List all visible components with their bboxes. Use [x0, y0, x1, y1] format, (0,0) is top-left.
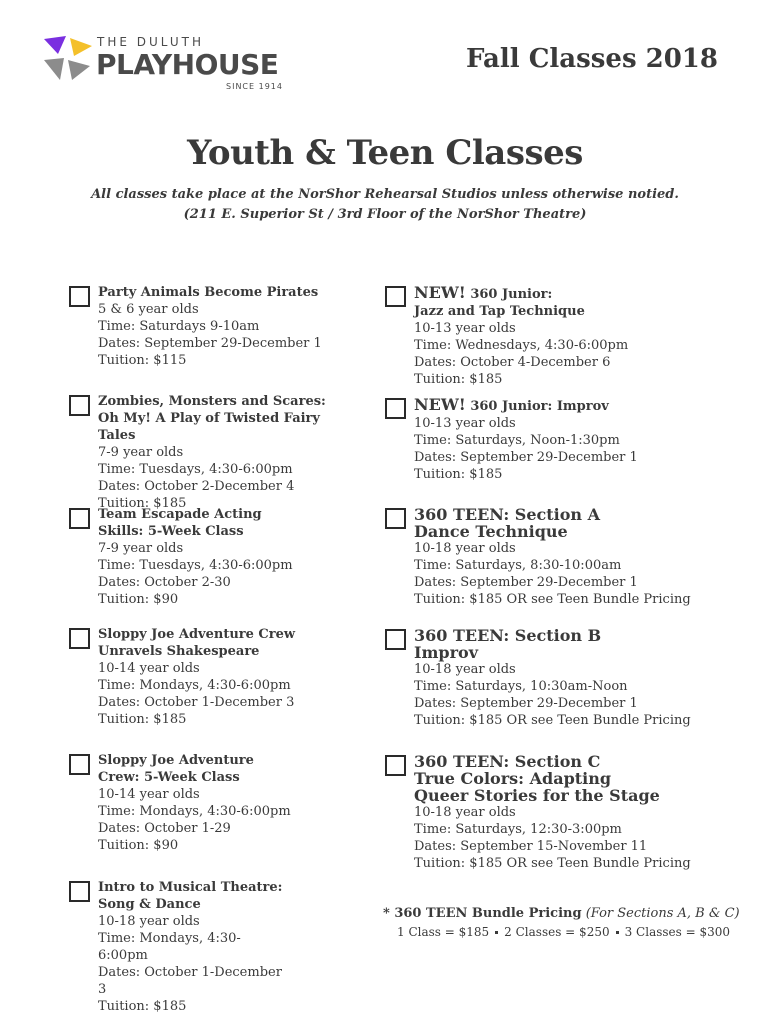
class-time: Time: Saturdays, 12:30-3:00pm: [414, 822, 622, 837]
class-dates: Dates: October 2-30: [98, 575, 231, 590]
class-subtitle: True Colors: Adapting Queer Stories for the Stage: [414, 769, 660, 805]
class-name: Zombies, Monsters and Scares: Oh My! A Play of Twisted Fairy Tales: [98, 394, 326, 443]
page-title: Youth & Teen Classes: [187, 133, 583, 173]
class-checkbox[interactable]: [69, 286, 90, 307]
bundle-pricing-list: [397, 925, 730, 939]
playhouse-logo: [44, 34, 294, 96]
class-dates: Dates: October 1-29: [98, 821, 231, 836]
class-time: Time: Tuesdays, 4:30-6:00pm: [98, 462, 293, 477]
class-time: Time: Mondays, 4:30-6:00pm: [98, 678, 291, 693]
class-time: Time: Saturdays, Noon-1:30pm: [414, 433, 620, 448]
class-ages: 7-9 year olds: [98, 541, 184, 556]
class-time: Time: Wednesdays, 4:30-6:00pm: [414, 338, 629, 353]
class-item: [414, 506, 714, 608]
class-name: 360 TEEN: Section C: [414, 752, 601, 771]
class-tuition: Tuition: $185: [414, 467, 503, 482]
class-name: 360 TEEN: Section B: [414, 626, 602, 645]
class-dates: Dates: September 29-December 1: [414, 575, 638, 590]
class-subtitle: Dance Technique: [414, 522, 568, 541]
class-checkbox[interactable]: [69, 628, 90, 649]
class-item: [414, 627, 714, 729]
class-tuition: Tuition: $185 OR see Teen Bundle Pricing: [414, 856, 691, 871]
bundle-note: (For Sections A, B & C): [585, 906, 740, 921]
class-tuition: Tuition: $90: [98, 838, 179, 853]
class-dates: Dates: October 1-December 3: [98, 695, 295, 710]
class-name-part: 360 Junior: Improv: [470, 399, 609, 414]
class-subtitle: Improv: [414, 643, 478, 662]
class-item: [98, 752, 298, 854]
logo-mark-icon: [44, 36, 92, 82]
class-item: [414, 753, 714, 872]
class-tuition: Tuition: $185: [98, 712, 187, 727]
class-name: [414, 284, 714, 303]
class-time: Time: Tuesdays, 4:30-6:00pm: [98, 558, 293, 573]
class-dates: Dates: September 29-December 1: [414, 696, 638, 711]
class-tuition: Tuition: $185: [98, 496, 187, 511]
class-subtitle: Jazz and Tap Technique: [414, 304, 585, 319]
class-checkbox[interactable]: [385, 398, 406, 419]
class-checkbox[interactable]: [385, 629, 406, 650]
logo-line-3: SINCE 1914: [226, 82, 283, 91]
class-checkbox[interactable]: [69, 395, 90, 416]
class-time: Time: Mondays, 4:30-6:00pm: [98, 931, 241, 963]
page-subtitle-1: All classes take place at the NorShor Rehearsal Studios unless otherwise notied.: [91, 187, 679, 202]
class-checkbox[interactable]: [69, 881, 90, 902]
class-ages: 10-13 year olds: [414, 321, 516, 336]
class-name: 360 TEEN: Section A: [414, 505, 601, 524]
class-ages: 7-9 year olds: [98, 445, 184, 460]
class-time: Time: Saturdays, 8:30-10:00am: [414, 558, 622, 573]
class-dates: Dates: October 2-December 4: [98, 479, 295, 494]
bundle-pricing-heading: [383, 906, 740, 921]
class-tuition: Tuition: $185 OR see Teen Bundle Pricing: [414, 713, 691, 728]
class-item: [98, 626, 298, 728]
bundle-title: * 360 TEEN Bundle Pricing: [383, 906, 582, 921]
class-dates: Dates: October 4-December 6: [414, 355, 611, 370]
class-name: Sloppy Joe Adventure Crew Unravels Shakespeare: [98, 627, 296, 659]
page-subtitle-2: (211 E. Superior St / 3rd Floor of the NorShor Theatre): [183, 207, 587, 222]
class-item: [414, 396, 714, 483]
class-checkbox[interactable]: [69, 508, 90, 529]
class-item: [98, 393, 338, 512]
class-item: [414, 284, 714, 388]
class-ages: 10-18 year olds: [414, 805, 516, 820]
class-tuition: Tuition: $90: [98, 592, 179, 607]
class-checkbox[interactable]: [69, 754, 90, 775]
class-ages: 10-18 year olds: [414, 541, 516, 556]
class-item: [98, 284, 398, 369]
class-dates: Dates: October 1-December 3: [98, 965, 282, 997]
bullet-icon: [616, 931, 619, 934]
class-ages: 10-18 year olds: [98, 914, 200, 929]
class-name: Intro to Musical Theatre: Song & Dance: [98, 880, 283, 912]
bundle-price-3: 3 Classes = $300: [624, 925, 731, 939]
class-checkbox[interactable]: [385, 508, 406, 529]
class-name: Sloppy Joe Adventure Crew: 5-Week Class: [98, 753, 254, 785]
class-tuition: Tuition: $115: [98, 353, 187, 368]
class-name: [414, 396, 714, 415]
class-tuition: Tuition: $185: [414, 372, 503, 387]
logo-line-2: PLAYHOUSE: [96, 48, 279, 81]
bundle-price-1: 1 Class = $185: [397, 925, 490, 939]
class-item: [98, 506, 308, 608]
class-dates: Dates: September 29-December 1: [414, 450, 638, 465]
logo-line-1: THE DULUTH: [97, 35, 204, 49]
class-dates: Dates: September 29-December 1: [98, 336, 322, 351]
class-time: Time: Saturdays 9-10am: [98, 319, 260, 334]
class-checkbox[interactable]: [385, 286, 406, 307]
class-ages: 5 & 6 year olds: [98, 302, 199, 317]
class-dates: Dates: September 15-November 11: [414, 839, 648, 854]
class-name: Party Animals Become Pirates: [98, 285, 319, 300]
class-ages: 10-18 year olds: [414, 662, 516, 677]
season-title: Fall Classes 2018: [466, 44, 718, 74]
class-checkbox[interactable]: [385, 755, 406, 776]
class-tuition: Tuition: $185: [98, 999, 187, 1014]
class-name-part: 360 Junior:: [470, 287, 553, 302]
class-ages: 10-14 year olds: [98, 787, 200, 802]
class-ages: 10-13 year olds: [414, 416, 516, 431]
class-ages: 10-14 year olds: [98, 661, 200, 676]
new-tag: NEW!: [414, 395, 466, 414]
bundle-price-2: 2 Classes = $250: [504, 925, 610, 939]
new-tag: NEW!: [414, 283, 466, 302]
class-name: Team Escapade Acting Skills: 5-Week Class: [98, 507, 262, 539]
class-time: Time: Mondays, 4:30-6:00pm: [98, 804, 291, 819]
class-tuition: Tuition: $185 OR see Teen Bundle Pricing: [414, 592, 691, 607]
bullet-icon: [495, 931, 498, 934]
class-time: Time: Saturdays, 10:30am-Noon: [414, 679, 628, 694]
class-item: [98, 879, 288, 1015]
